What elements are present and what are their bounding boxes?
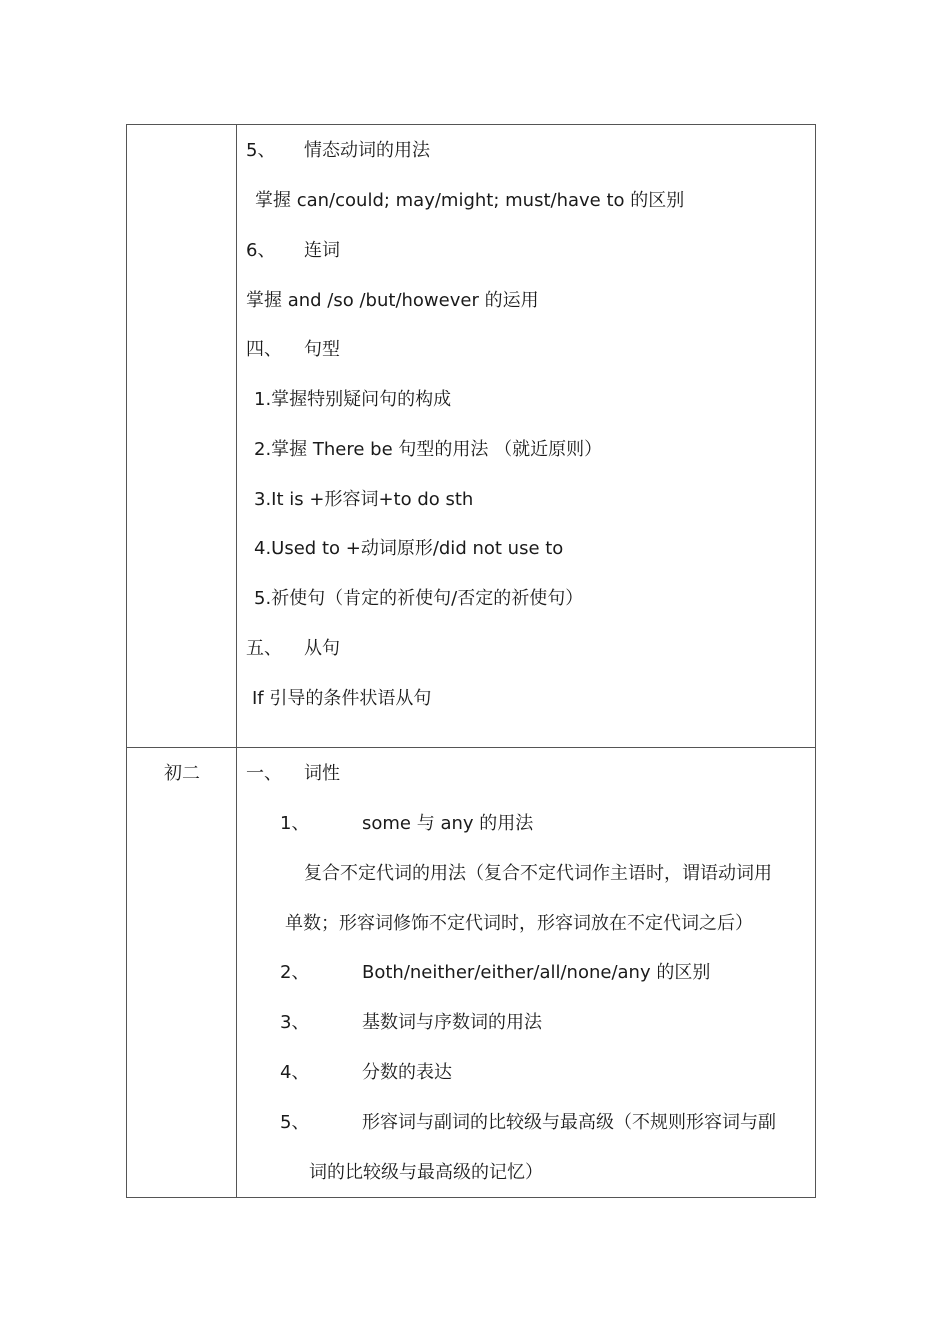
item-note: 掌握 and /so /but/however 的运用 (246, 290, 539, 311)
item-text: some 与 any 的用法 (362, 813, 534, 834)
item-number: 4、 (280, 1062, 310, 1083)
item-number: 3、 (280, 1012, 310, 1033)
grade-label: 初二 (164, 763, 200, 784)
item-number: 5、 (246, 140, 276, 161)
list-item (280, 1111, 776, 1135)
list-item: 4.Used to +动词原形/did not use to (254, 538, 564, 559)
item-number: 2、 (280, 962, 310, 983)
list-item: 2.掌握 There be 句型的用法 （就近原则） (254, 439, 603, 460)
item-note: 词的比较级与最高级的记忆） (309, 1162, 543, 1183)
table-row (127, 748, 815, 1197)
list-item (280, 1011, 542, 1035)
item-note: 掌握 can/could; may/might; must/have to 的区别 (255, 190, 685, 211)
section-heading (246, 637, 340, 661)
section-heading (246, 139, 430, 163)
item-text: 词性 (304, 763, 340, 784)
item-number: 四、 (246, 339, 282, 360)
list-item: 3.It is +形容词+to do sth (254, 489, 474, 510)
item-number: 5、 (280, 1112, 310, 1133)
table-row (127, 125, 815, 748)
item-text: 从句 (304, 638, 340, 659)
list-item: 1.掌握特别疑问句的构成 (254, 389, 452, 410)
grade-cell (127, 125, 237, 747)
list-item: 5.祈使句（肯定的祈使句/否定的祈使句） (254, 588, 584, 609)
item-number: 6、 (246, 240, 276, 261)
item-text: 分数的表达 (362, 1062, 452, 1083)
list-item (280, 812, 533, 836)
grade-cell (127, 748, 237, 1197)
item-text: 连词 (304, 240, 340, 261)
item-text: 句型 (304, 339, 340, 360)
item-note: 单数；形容词修饰不定代词时，形容词放在不定代词之后） (285, 913, 753, 934)
section-heading (246, 239, 340, 263)
item-number: 一、 (246, 763, 282, 784)
item-text: 形容词与副词的比较级与最高级（不规则形容词与副 (362, 1112, 776, 1133)
outline-table (126, 124, 816, 1198)
section-heading (246, 762, 340, 786)
list-item (280, 961, 710, 985)
list-item (280, 1061, 452, 1085)
item-text: 基数词与序数词的用法 (362, 1012, 542, 1033)
item-text: 情态动词的用法 (304, 140, 430, 161)
item-number: 五、 (246, 638, 282, 659)
section-heading (246, 338, 340, 362)
item-note: If 引导的条件状语从句 (252, 688, 432, 709)
item-number: 1、 (280, 813, 310, 834)
item-text: Both/neither/either/all/none/any 的区别 (362, 962, 711, 983)
item-note: 复合不定代词的用法（复合不定代词作主语时，谓语动词用 (304, 863, 772, 884)
